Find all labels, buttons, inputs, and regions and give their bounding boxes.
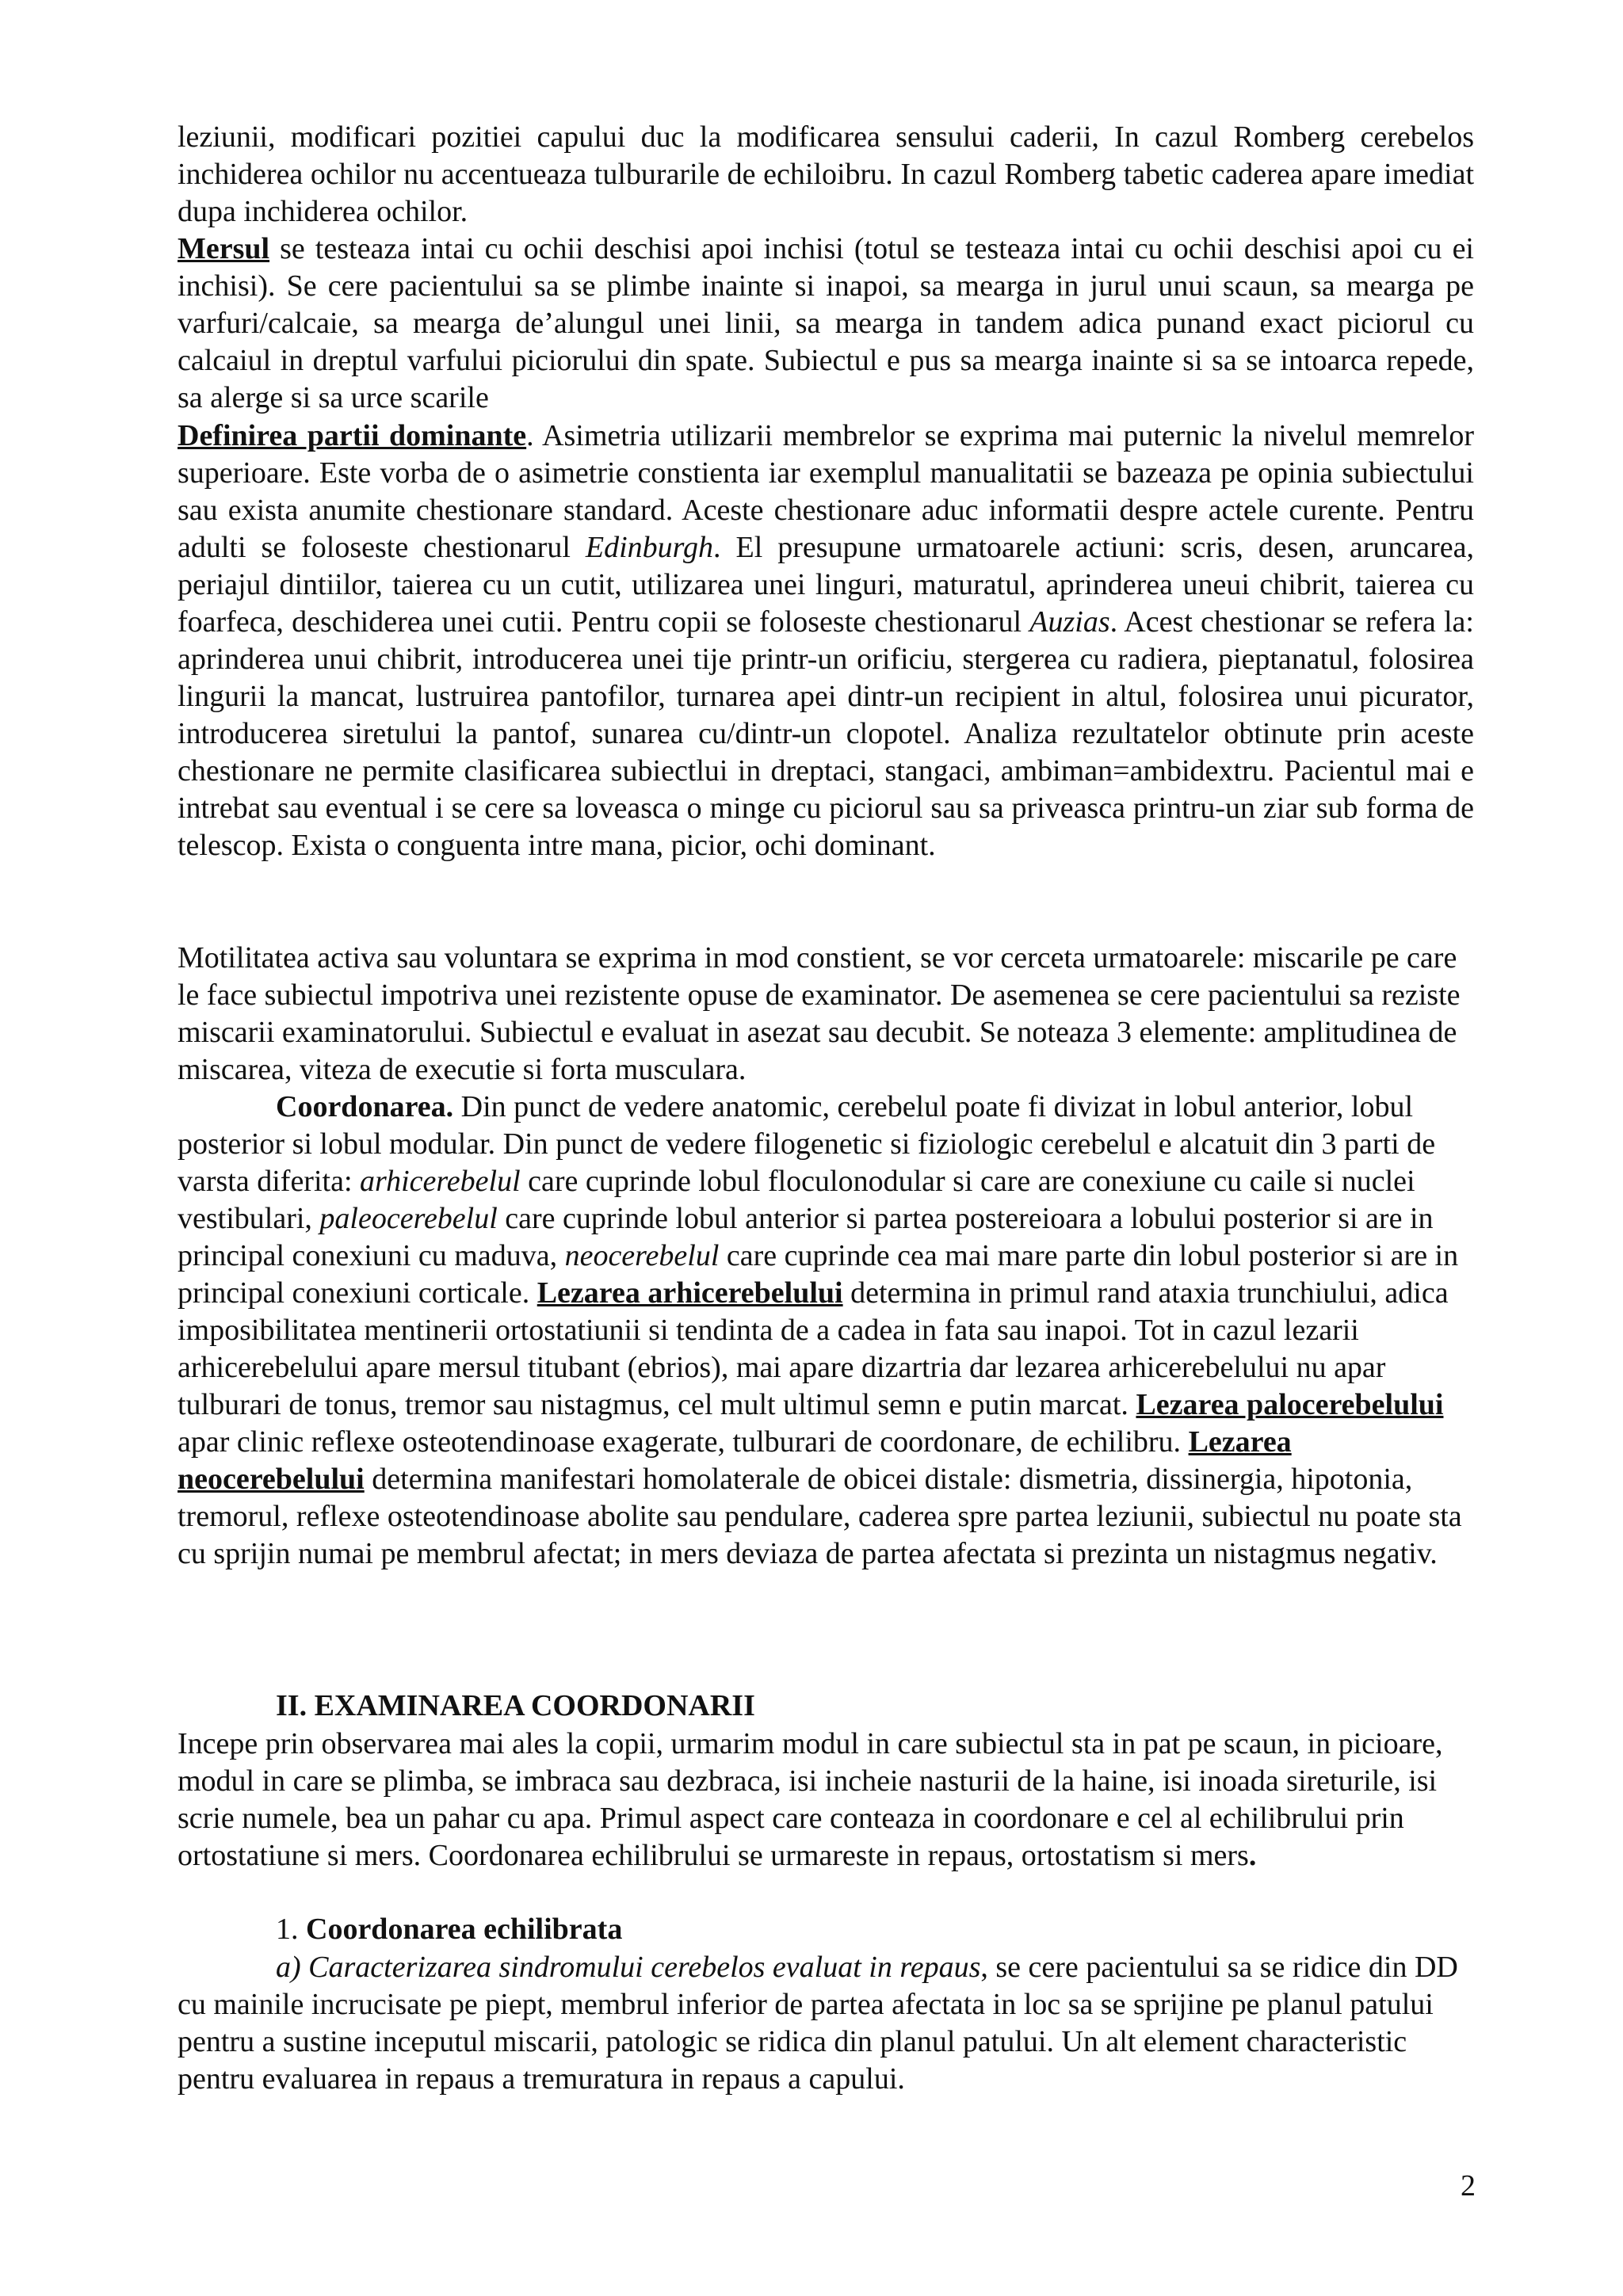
dominant-text-2: . El presupune urmatoarele actiuni: scris, desen, aruncarea, periajul dintiilor, taierea cu un cutit, utilizarea unei linguri, maturatul, aprinderea uneui chibrit, taierea cu foarfeca, deschiderea unei cutii. Pentru copii se foloseste chestionarul — [178, 531, 1474, 639]
paragraph-examination: Incepe prin observarea mai ales la copii, urmarim modul in care subiectul sta in pat pe scaun, in picioare, modul in care se plimba, se imbraca sau dezbraca, isi incheie nasturii de la haine, isi inoada sireturile, isi scrie numele, bea un pahar cu apa. Primul aspect care conteaza in coordonare e cel al echilibrului prin ortostatiune si mers. Coordonarea echilibrului se urmareste in repaus, ortostatism si mers. — [178, 1727, 1443, 1872]
term-dominant-side: Definirea partii dominante — [178, 419, 527, 452]
term-neocerebel: neocerebelul — [564, 1239, 720, 1272]
mersul-text: se testeaza intai cu ochii deschisi apoi inchisi (totul se testeaza intai cu ochii deschisi apoi cu ei inchisi). Se cere pacientului sa se plimbe inainte si inapoi, sa mearga in jurul unui scaun, sa mearga pe varfuri/calcaie, sa mearga de’alungul unei linii, sa mearga in tandem adica punand exact piciorul cu calcaiul in dreptul varfului piciorului din spate. Subiectul e pus sa mearga inainte si sa se intoarca repede, sa alerge si sa urce scarile — [178, 232, 1474, 414]
term-coordination: Coordonarea. — [276, 1090, 454, 1123]
term-paleocerebel: paleocerebelul — [319, 1202, 498, 1235]
section-heading: II. EXAMINAREA COORDONARII — [276, 1689, 755, 1722]
term-lezarea-palocerebelului: Lezarea palocerebelului — [1136, 1388, 1444, 1421]
romberg-text: leziunii, modificari pozitiei capului duc la modificarea sensului caderii, In cazul Romberg cerebelos inchiderea ochilor nu accentueaza tulburarile de echiloibru. In cazul Romberg tabetic caderea apare imediat dupa inchiderea ochilor. — [178, 120, 1474, 228]
motility-text: Motilitatea activa sau voluntara se exprima in mod constient, se vor cerceta urmatoarele: miscarile pe care le face subiectul impotriva unei rezistente opuse de examinator. De asemenea se cere pacientului sa reziste miscarii examinatorului. Subiectul e evaluat in asezat sau decubit. Se noteaza 3 elemente: amplitudinea de miscarea, viteza de executie si forta musculara. — [178, 941, 1461, 1086]
term-mersul: Mersul — [178, 232, 270, 265]
paragraph-repose: a) Caracterizarea sindromului cerebelos evaluat in repaus, se cere pacientului sa se ridice din DD cu mainile incrucisate pe piept, membrul inferior de partea afectata in loc sa se sprijine pe planul patului pentru a sustine inceputul miscarii, patologic se ridica din planul patului. Un alt element characteristic pentru evaluarea in repaus a tremuratura in repaus a capului. — [178, 1951, 1458, 2096]
paragraph-mersul — [178, 231, 1474, 417]
term-lezarea-neocerebelului: Lezarea neocerebelului — [178, 1425, 1292, 1496]
dominant-text-3: . Acest chestionar se refera la: aprinderea unui chibrit, introducerea unei tije printr-un orificiu, stergerea cu radiera, pieptanatul, folosirea lingurii la mancat, lustruirea pantofilor, turnarea apei dintr-un recipient in altul, folosirea unui picurator, introducerea siretului la pantof, sunarea cu/dintr-un clopotel. Analiza rezultatelor obtinute prin aceste chestionare ne permite clasificarea subiectlui in dreptaci, stangaci, ambiman=ambidextru. Pacientul mai e intrebat sau eventual i se cere sa loveasca o minge cu piciorul sau sa priveasca printru-un ziar sub forma de telescop. Exista o conguenta intre mana, picior, ochi dominant. — [178, 605, 1474, 862]
page-number: 2 — [1461, 2169, 1476, 2203]
edinburgh-name: Edinburgh — [585, 531, 714, 564]
paragraph-dominant-side — [178, 418, 1474, 864]
term-arhicerebel: arhicerebelul — [360, 1165, 521, 1198]
auzias-name: Auzias — [1029, 605, 1110, 639]
subheading: 1. Coordonarea echilibrata — [276, 1913, 623, 1946]
paragraph-motility — [178, 940, 1474, 1089]
repose-title: a) Caracterizarea sindromului cerebelos evaluat in repaus — [276, 1951, 981, 1984]
dominant-text-1: . Asimetria utilizarii membrelor se exprima mai puternic la nivelul memrelor superioare. Este vorba de o asimetrie constienta iar exemplul manualitatii se bazeaza pe opinia subiectului sau exista anumite chestionare standard. Aceste chestionare aduc informatii despre actele curente. Pentru adulti se foloseste chestionarul — [178, 419, 1474, 564]
paragraph-romberg — [178, 119, 1474, 231]
paragraph-coordination: Coordonarea. Din punct de vedere anatomic, cerebelul poate fi divizat in lobul anterior, lobul posterior si lobul modular. Din punct de vedere filogenetic si fiziologic cerebelul e alcatuit din 3 parti de varsta diferita: arhicerebelul care cuprinde lobul floculonodular si care are conexiune cu caile si nuclei vestibulari, paleocerebelul care cuprinde lobul anterior si partea postereioara a lobului posterior si are in principal conexiuni cu maduva, neocerebelul care cuprinde cea mai mare parte din lobul posterior si are in principal conexiuni corticale. Lezarea arhicerebelului determina in primul rand ataxia trunchiului, adica imposibilitatea mentinerii ortostatiunii si tendinta de a cadea in fata sau inapoi. Tot in cazul lezarii arhicerebelului apare mersul titubant (ebrios), mai apare dizartria dar lezarea arhicerebelului nu apar tulburari de tonus, tremor sau nistagmus, cel mult ultimul semn e putin marcat. Lezarea palocerebelului apar clinic reflexe osteotendinoase exagerate, tulburari de coordonare, de echilibru. Lezarea neocerebelului determina manifestari homolaterale de obicei distale: dismetria, dissinergia, hipotonia, tremorul, reflexe osteotendinoase abolite sau pendulare, caderea spre partea leziunii, subiectul nu poate sta cu sprijin numai pe membrul afectat; in mers deviaza de partea afectata si prezinta un nistagmus negativ. — [178, 1090, 1462, 1570]
term-lezarea-arhicerebelului: Lezarea arhicerebelului — [537, 1276, 843, 1310]
